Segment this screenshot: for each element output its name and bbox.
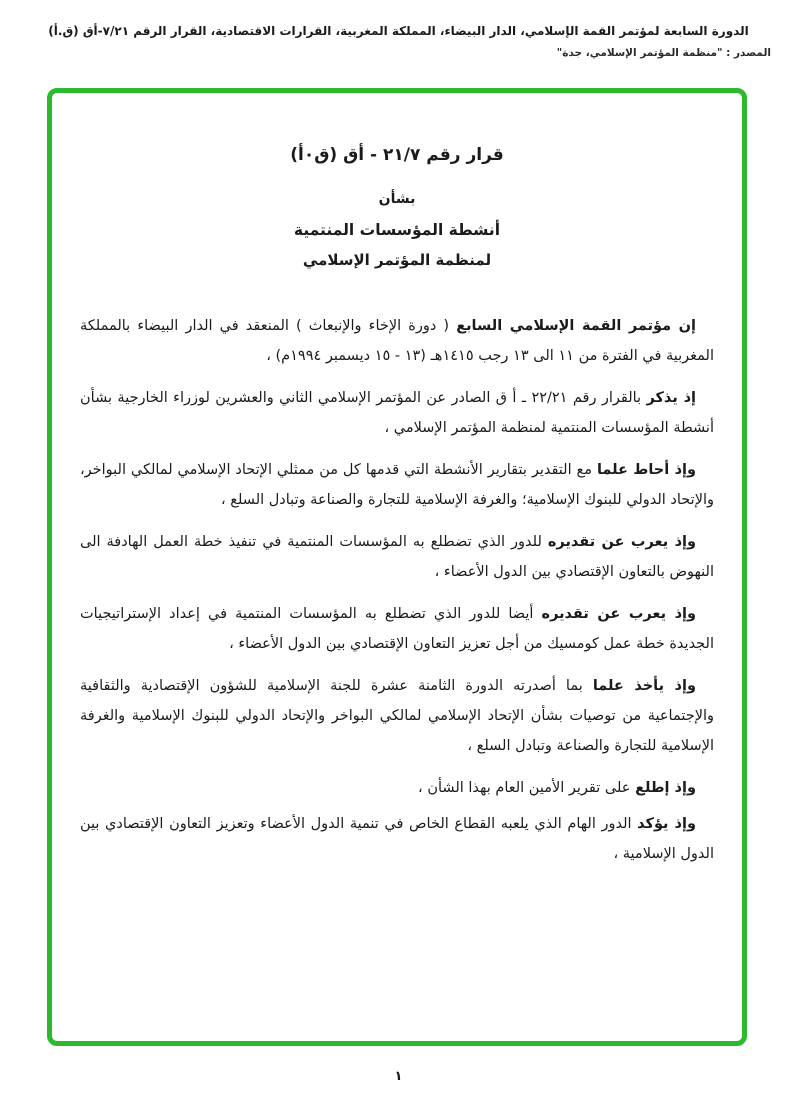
paragraph-lead: وإذ يعرب عن تقديره: [547, 534, 696, 550]
paragraph: [80, 311, 714, 371]
paragraph-text: على تقرير الأمين العام بهذا الشأن ،: [418, 780, 636, 796]
resolution-title: قرار رقم ٢١/٧ - أق (ق٠أ): [290, 145, 504, 165]
paragraph: [80, 455, 714, 515]
title-block: [80, 145, 714, 269]
paragraph-lead: وإذ أحاط علما: [596, 462, 696, 478]
paragraph-text: ( دورة الإخاء والإنبعاث ) المنعقد في الدار البيضاء بالمملكة المغربية في الفترة من ١١ الى ١٣ رجب ١٤١٥هـ (١٣ - ١٥ ديسمبر ١٩٩٤م) ،: [80, 318, 714, 364]
paragraph-text: مع التقدير بتقارير الأنشطة التي قدمها كل من ممثلي الإتحاد الإسلامي لمالكي البواخر، والإتحاد الدولي للبنوك الإسلامية؛ والغرفة الإسلامية للتجارة والصناعة وتبادل السلع ،: [80, 462, 714, 508]
resolution-subtitle-subject: أنشطة المؤسسات المنتمية: [293, 221, 501, 239]
paragraph: [80, 599, 714, 659]
paragraph-text: للدور الذي تضطلع به المؤسسات المنتمية في تنفيذ خطة العمل الهادفة الى النهوض بالتعاون الإقتصادي بين الدول الأعضاء ،: [80, 534, 714, 580]
paragraph: [80, 773, 714, 803]
paragraph: [80, 527, 714, 587]
paragraph-lead: وإذ إطلع: [635, 780, 696, 796]
paragraph: [80, 383, 714, 443]
paragraph-text: أيضا للدور الذي تضطلع به المؤسسات المنتمية في إعداد الإستراتيجيات الجديدة خطة عمل كومسيك من أجل تعزيز التعاون الإقتصادي بين الدول الأعضاء ،: [80, 606, 714, 652]
resolution-subtitle-regarding: بشأن: [378, 191, 416, 207]
document-source-line: المصدر : "منظمة المؤتمر الإسلامي، جدة": [556, 47, 771, 59]
page-number: ١: [394, 1069, 403, 1084]
document-scan-content: [52, 93, 742, 1041]
paragraph-lead: إن مؤتمر القمة الإسلامي السابع: [456, 318, 696, 334]
paragraph-lead: إذ يذكر: [646, 390, 696, 406]
paragraph: [80, 671, 714, 761]
resolution-subtitle-organization: لمنظمة المؤتمر الإسلامي: [302, 251, 492, 269]
paragraph-text: بما أصدرته الدورة الثامنة عشرة للجنة الإسلامية للشؤون الإقتصادية والثقافية والإجتماعية من توصيات بشأن الإتحاد الإسلامي لمالكي البواخر والإتحاد الدولي للبنوك الإسلامية والغرفة الإسلامية للتجارة والصناعة وتبادل السلع ،: [80, 678, 714, 754]
document-header-line: الدورة السابعة لمؤتمر القمة الإسلامي، الدار البيضاء، المملكة المغربية، القرارات الاقتصادية، القرار الرقم ٧/٢١-أق (ق.أ): [48, 24, 749, 38]
paragraph: [80, 809, 714, 869]
paragraph-lead: وإذ يأخذ علما: [592, 678, 696, 694]
paragraph-text: الدور الهام الذي يلعبه القطاع الخاص في تنمية الدول الأعضاء وتعزيز التعاون الإقتصادي بين الدول الإسلامية ،: [80, 816, 714, 862]
paragraph-text: بالقرار رقم ٢٢/٢١ ـ أ ق الصادر عن المؤتمر الإسلامي الثاني والعشرين لوزراء الخارجية بشأن أنشطة المؤسسات المنتمية لمنظمة المؤتمر الإسلامي ،: [80, 390, 714, 436]
paragraph-lead: وإذ يؤكد: [637, 816, 696, 832]
paragraph-lead: وإذ يعرب عن تقديره: [541, 606, 696, 622]
resolution-body: [80, 311, 714, 869]
